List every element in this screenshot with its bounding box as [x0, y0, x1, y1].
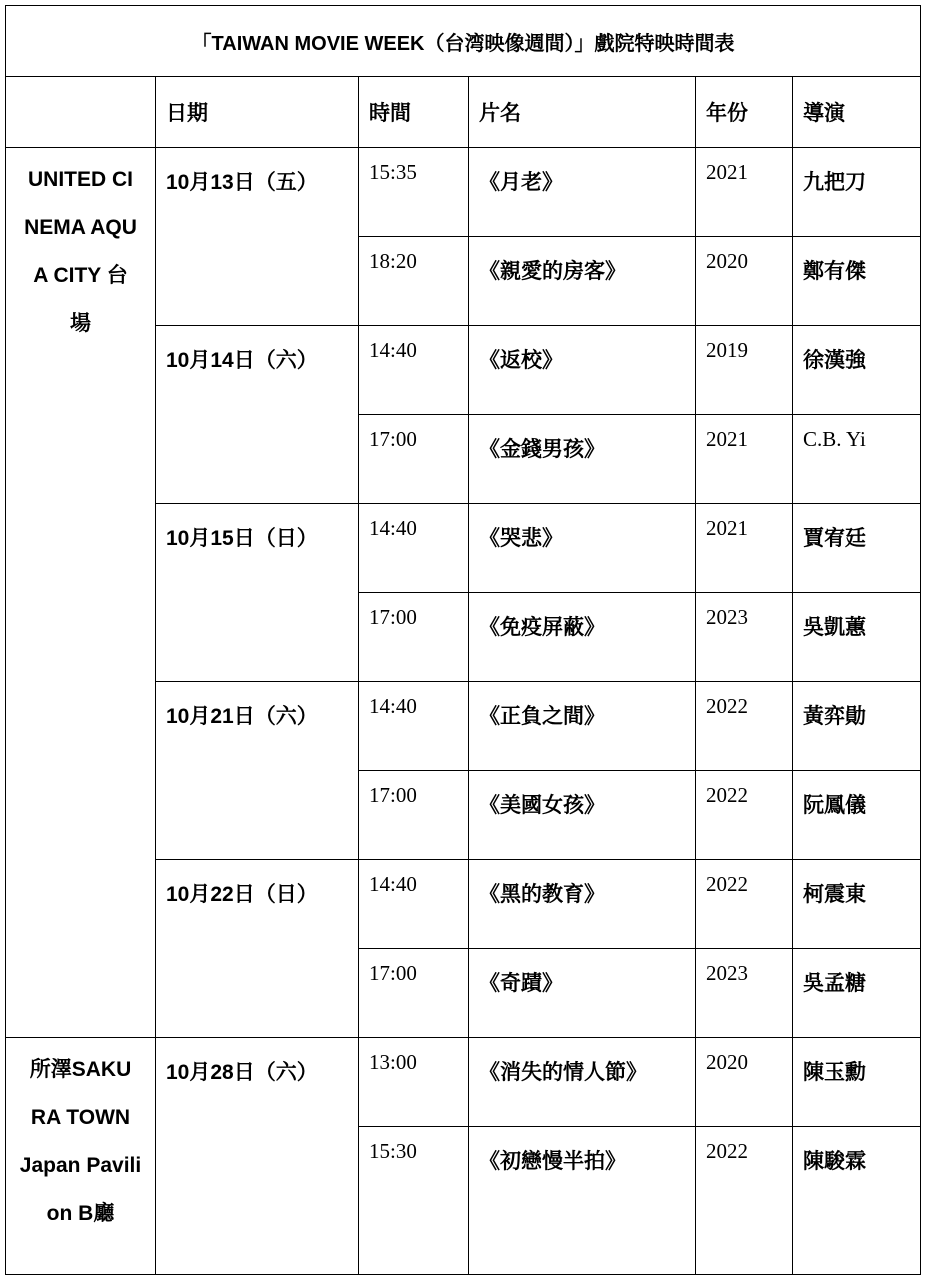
time-cell: 14:40	[359, 326, 469, 415]
venue-cell	[6, 1038, 156, 1275]
year-cell: 2023	[696, 949, 793, 1038]
date-cell: 10月13日（五）	[156, 148, 359, 326]
venue-line: 所澤SAKU	[29, 1058, 132, 1081]
year-cell: 2022	[696, 1127, 793, 1275]
schedule-title: 「TAIWAN MOVIE WEEK（台湾映像週間）」戲院特映時間表	[6, 6, 921, 77]
header-row	[6, 77, 921, 148]
date-cell: 10月22日（日）	[156, 860, 359, 1038]
director-cell: 吳孟糖	[793, 949, 921, 1038]
film-cell: 《消失的情人節》	[469, 1038, 696, 1127]
film-cell: 《正負之間》	[469, 682, 696, 771]
director-cell: 鄭有傑	[793, 237, 921, 326]
header-date: 日期	[156, 77, 359, 148]
director-cell: 黃弈勛	[793, 682, 921, 771]
film-cell: 《黑的教育》	[469, 860, 696, 949]
time-cell: 17:00	[359, 415, 469, 504]
year-cell: 2022	[696, 771, 793, 860]
director-cell: 吳凱蕙	[793, 593, 921, 682]
film-cell: 《親愛的房客》	[469, 237, 696, 326]
date-cell: 10月14日（六）	[156, 326, 359, 504]
film-cell: 《返校》	[469, 326, 696, 415]
director-cell: 阮鳳儀	[793, 771, 921, 860]
year-cell: 2020	[696, 1038, 793, 1127]
venue-line: RA TOWN	[30, 1106, 131, 1129]
time-cell: 15:30	[359, 1127, 469, 1275]
date-cell: 10月21日（六）	[156, 682, 359, 860]
time-cell: 14:40	[359, 504, 469, 593]
year-cell: 2021	[696, 415, 793, 504]
year-cell: 2022	[696, 682, 793, 771]
header-venue	[6, 77, 156, 148]
year-cell: 2020	[696, 237, 793, 326]
time-cell: 14:40	[359, 682, 469, 771]
year-cell: 2019	[696, 326, 793, 415]
date-cell: 10月15日（日）	[156, 504, 359, 682]
film-cell: 《美國女孩》	[469, 771, 696, 860]
film-cell: 《哭悲》	[469, 504, 696, 593]
header-year: 年份	[696, 77, 793, 148]
venue-line: UNITED CI	[28, 168, 133, 191]
venue-line: A CITY 台	[33, 264, 128, 287]
time-cell: 14:40	[359, 860, 469, 949]
time-cell: 13:00	[359, 1038, 469, 1127]
time-cell: 18:20	[359, 237, 469, 326]
director-cell: 陳駿霖	[793, 1127, 921, 1275]
year-cell: 2021	[696, 504, 793, 593]
venue-line: on B廳	[46, 1202, 115, 1225]
venue-cell	[6, 148, 156, 1038]
director-cell: 柯震東	[793, 860, 921, 949]
film-cell: 《奇蹟》	[469, 949, 696, 1038]
film-cell: 《金錢男孩》	[469, 415, 696, 504]
director-cell: 賈宥廷	[793, 504, 921, 593]
film-cell: 《初戀慢半拍》	[469, 1127, 696, 1275]
header-director: 導演	[793, 77, 921, 148]
director-cell: C.B. Yi	[793, 415, 921, 504]
year-cell: 2021	[696, 148, 793, 237]
director-cell: 徐漢強	[793, 326, 921, 415]
date-cell: 10月28日（六）	[156, 1038, 359, 1275]
screening-row	[6, 148, 921, 237]
film-cell: 《月老》	[469, 148, 696, 237]
screening-row	[6, 1038, 921, 1127]
film-cell: 《免疫屏蔽》	[469, 593, 696, 682]
venue-line: 場	[70, 312, 91, 335]
time-cell: 17:00	[359, 949, 469, 1038]
year-cell: 2022	[696, 860, 793, 949]
header-time: 時間	[359, 77, 469, 148]
year-cell: 2023	[696, 593, 793, 682]
schedule-table	[5, 5, 921, 1275]
director-cell: 陳玉勳	[793, 1038, 921, 1127]
venue-line: Japan Pavili	[19, 1154, 142, 1177]
header-film: 片名	[469, 77, 696, 148]
director-cell: 九把刀	[793, 148, 921, 237]
venue-line: NEMA AQU	[24, 216, 137, 239]
time-cell: 15:35	[359, 148, 469, 237]
time-cell: 17:00	[359, 771, 469, 860]
time-cell: 17:00	[359, 593, 469, 682]
